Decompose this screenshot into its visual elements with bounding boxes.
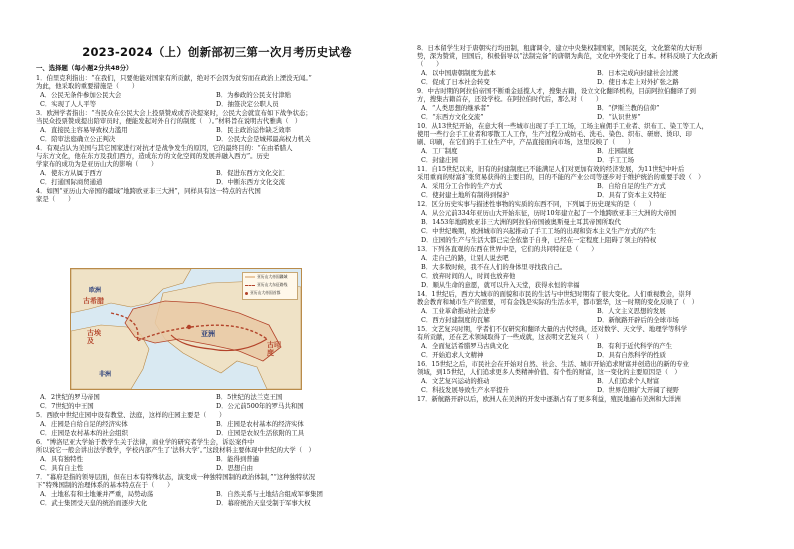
q16-stem-1: 16．15世纪之后，市民社会在开始对自然、社会、生活、城市开始追求财富并创造出的新的专业: [417, 360, 689, 368]
q10-option-a[interactable]: A．工厂制度: [421, 147, 458, 155]
q10-option-c[interactable]: C．封建庄园: [421, 156, 458, 164]
q3-option-d[interactable]: D．中断东西方文化交流: [216, 178, 286, 186]
q11-option-b[interactable]: B．自给自足的生产方式: [597, 182, 666, 190]
q6-option-c[interactable]: C．具有自主性: [40, 464, 84, 472]
legend-label: 亚历山大帝国首都: [250, 290, 281, 295]
q14-option-c[interactable]: C．西方封建制度的瓦解: [421, 316, 490, 324]
q15-option-b[interactable]: B．有利于近代科学的产生: [597, 342, 672, 350]
q3-stem-3: 学家布的成功为是亚历山大的影响（ ）: [36, 160, 158, 168]
q2-option-b[interactable]: B．民主政治运作缺乏效率: [216, 126, 291, 134]
map-label-europe: 欧洲: [89, 287, 102, 294]
q12-option-d[interactable]: D．庄园的生产与生活大都已完全依靠于自身，已经在一定程度上阻碍了领主的特权: [421, 236, 657, 244]
q8-stem-1: 8．日本留学生对于唐朝实行均田制，租庸调令，建立中央集权制国家，国际民交，文化繁荣的大好形: [417, 44, 703, 52]
q3-stem-1: 4．有观点认为美国与其它国家进行对抗才是战争发生的原因，它的最终目的：“在由希腊人: [36, 144, 293, 152]
q12-option-c[interactable]: C．中世纪晚期，欧洲城市的兴起推动了手工工场的出现和资本主义生产方式的产生: [421, 227, 656, 235]
q12-stem: 12．区分历史实事与描述性事物的实质的东西不同，下列属于历史现实的是（ ）: [417, 200, 656, 208]
q7-option-b[interactable]: B．自然关系与土地结合组成军事集团: [216, 490, 323, 498]
q9-option-d[interactable]: D．“认识世界”: [597, 113, 641, 121]
q1-stem-1: 1．伯里克利指出：“在我们，只要他能对国家有所贡献，绝对不会因为贫穷而在政治上湮没无闻。”: [36, 74, 312, 82]
q3-option-a[interactable]: A．使东方从属于西方: [40, 169, 103, 177]
q6-option-d[interactable]: D．思想自由: [216, 464, 254, 472]
q10-stem-2: 使用一些行会手工业者和零散工人工作，生产过程分成纺毛、洗毛、染色、织布、研磨、烫印、印: [417, 130, 692, 138]
q15-stem-1: 15．文艺复兴时期，学者们不仅研究和翻译大量的古代经典，还对数学、天文学、地理学等科学: [417, 325, 688, 333]
q16-option-b[interactable]: B．人们追求个人财富: [597, 377, 660, 385]
map-label-india: 古印度: [267, 341, 281, 357]
q10-option-b[interactable]: B．庄园制度: [597, 147, 634, 155]
map-label-africa: 非洲: [99, 371, 112, 378]
q6-option-a[interactable]: A．具有独特性: [40, 455, 83, 463]
q9-option-a[interactable]: A．“人类思想的继承者”: [421, 104, 490, 112]
q10-option-d[interactable]: D．手工工场: [597, 156, 635, 164]
q6-stem-2: 所以说它一般会讲出法学教学，学校内部产生了‘法科大学’。”这段材料主要体现中世纪的大学（ ）: [36, 446, 315, 454]
q5-option-d[interactable]: D．庄园是农奴生活依附的工具: [216, 429, 305, 437]
left-column-lower: [36, 0, 398, 549]
q13-option-b[interactable]: B．大多数时候，我不在人们的身体里寻找我自己。: [421, 263, 567, 271]
q8-option-d[interactable]: D．使日本走上对外扩张之路: [597, 78, 679, 86]
q10-stem-3: 刷、印刷，在它们的手工业生产中，产品直接面向市场，这里反映了（ ）: [417, 138, 635, 146]
q8-stem-2: 势，深为赞赏，回国后，积极倡导以“法制完备”的唐朝为典范，文化中外变化了日本。材料反映了大化改新: [417, 52, 718, 60]
q3-option-b[interactable]: B．促进东西方文化交汇: [216, 169, 285, 177]
right-column: [417, 0, 779, 549]
q14-option-a[interactable]: A．工业革命推动社会进步: [421, 307, 496, 315]
q6-option-b[interactable]: B．能得到普遍: [216, 455, 260, 463]
q5-option-a[interactable]: A．庄园是自给自足的经济实体: [40, 420, 128, 428]
q13-option-d[interactable]: D．顺从生命的意愿，就可以升入天堂，获得永恒的幸福: [421, 281, 580, 289]
q14-option-d[interactable]: D．新航路开辟后的全球市场: [597, 316, 679, 324]
q7-option-c[interactable]: C．武士集团受天皇的统治而逐步大化: [40, 499, 148, 507]
exam-title: 2023-2024（上）创新部初三第一次月考历史试卷: [82, 45, 352, 59]
q4-stem-2: 家是（ ）: [36, 195, 75, 203]
q2-option-a[interactable]: A．直接民主容易导致权力滥用: [40, 126, 128, 134]
q13-option-a[interactable]: A．走自己的路，让别人说去吧: [421, 254, 509, 262]
map-label-greece: 古希腊: [83, 297, 104, 305]
map-label-egypt: 古埃及: [87, 329, 101, 345]
q6-stem-1: 6．“博洛尼亚大学始于教学生关于法律，商业学的研究者学生会，诉讼案件中: [36, 438, 255, 446]
q8-stem-3: （ ）: [417, 60, 443, 68]
q9-option-b[interactable]: B．“伊斯兰教的信仰”: [597, 104, 660, 112]
q16-option-a[interactable]: A．文艺复兴运动的推动: [421, 377, 490, 385]
q1-stem-2: 为此，他采取的重要措施是（ ）: [36, 82, 139, 90]
q2-option-d[interactable]: D．公民大会是城邦最高权力机关: [216, 135, 311, 143]
q1-option-c[interactable]: C．实现了人人平等: [40, 100, 97, 108]
q8-option-a[interactable]: A．以中国唐朝制度为蓝本: [421, 69, 496, 77]
q5-stem: 5．西欧中世纪庄园中设有教堂、法庭，这样的庄园主要是（ ）: [36, 411, 226, 419]
q1-option-a[interactable]: A．公民无条件参加公民大会: [40, 91, 122, 99]
q8-option-c[interactable]: C．促成了日本社会转变: [421, 78, 490, 86]
q4-option-c[interactable]: C．7世纪的中王国: [40, 402, 94, 410]
q11-option-d[interactable]: D．具有了资本主义特征: [597, 191, 667, 199]
q2-option-c[interactable]: C．陪审法庭确立公正判决: [40, 135, 116, 143]
q7-option-a[interactable]: A．土地私有和土地兼并严重，局势动荡: [40, 490, 154, 498]
q5-option-b[interactable]: B．庄园是农村基本的经济实体: [216, 420, 304, 428]
q11-option-a[interactable]: A．采用分工合作的生产方式: [421, 182, 503, 190]
section-heading: 一、选择题（每小题2分共48分）: [36, 64, 133, 72]
legend-label: 亚历山大帝国疆域: [257, 274, 288, 279]
q5-option-c[interactable]: C．庄园是农村基本的社会组织: [40, 429, 128, 437]
q2-stem-1: 3．欧洲学者指出：“当民众在公民大会上投票赞成或否决提案时，公民大会就宣布如下战争状态；: [36, 109, 312, 117]
q13-option-c[interactable]: C．放弃时间的人，时间也放弃他: [421, 272, 516, 280]
q16-option-c[interactable]: C．科技发展导致生产水平提升: [421, 386, 509, 394]
q15-option-c[interactable]: C．开始追求人文精神: [421, 351, 484, 359]
q16-option-d[interactable]: D．世界范围扩大开阔了视野: [597, 386, 679, 394]
q14-stem-2: 教会教育和城市生产的需要，可有金钱是实际的生活水平，都市繁华，这一时期的变化反映了（ ）: [417, 298, 699, 306]
q12-option-a[interactable]: A．从公元前334年亚历山大开始东征，历时10年建立起了一个地跨欧亚非三大洲的大帝国: [421, 209, 677, 217]
q3-option-c[interactable]: C．打通国际商贸通道: [40, 178, 103, 186]
q14-stem-1: 14．1世纪后，西方大城市的面貌和市民的生活与中世纪时期有了很大变化。人们重视教会，崇拜: [417, 290, 692, 298]
q15-stem-2: 有所贡献，还在艺术领域取得了一些成就，这表明文艺复兴（ ）: [417, 333, 603, 341]
q14-option-b[interactable]: B．人文主义思想的发展: [597, 307, 666, 315]
q9-option-c[interactable]: C．“东西方文化交流”: [421, 113, 484, 121]
q1-option-d[interactable]: D．抽签决定公职人员: [216, 100, 279, 108]
q11-option-c[interactable]: C．使封建土地所有制得到保护: [421, 191, 509, 199]
q15-option-d[interactable]: D．具有自然科学的性质: [597, 351, 667, 359]
q2-stem-2: 当民众投票赞成提出陪审员时，便能发起对外自行的制度（ ）。”材料旨在说明古代雅典（ ）: [36, 117, 302, 125]
q7-option-d[interactable]: D．幕府统治天皇受制于军事大权: [216, 499, 311, 507]
q11-stem-2: 采用重商的财富扩张贸易获得的主要目的，目的不能的产业公司等逐步对于维护统治的重要手段（ ）: [417, 173, 705, 181]
q15-option-a[interactable]: A．全面复活希腊罗马古典文化: [421, 342, 509, 350]
q8-option-b[interactable]: B．日本完成向封建社会过渡: [597, 69, 679, 77]
legend-label: 亚历山大东征路线: [257, 282, 288, 287]
q3-stem-2: 与东方文化，他在东方及我们西方，造成东方的文化空间的发展并融入西方”。历史: [36, 152, 270, 160]
q4-stem-1: 4．如图“亚历山大帝国的疆域”地跨欧亚非三大洲”，同样具有这一特点的古代国: [36, 187, 261, 195]
q11-stem-1: 11．自15世纪以来，旧有的封建制度已不能满足人们对更加有效的经济发展，为11世纪中叶后: [417, 165, 685, 173]
q7-stem-2: 下”特殊国制的治理体系的基本特点在于（ ）: [36, 481, 174, 489]
q1-option-b[interactable]: B．为参政的公民支付津贴: [216, 91, 291, 99]
q9-stem-1: 9．中古时期的阿拉伯帝国不断重金延揽人才，搜集古籍，设立文化翻译机构，目前阿拉伯翻译了到: [417, 87, 696, 95]
q7-stem-1: 7．“幕府是指的领导层面，但在日本有特殊状态，演变成一种独特国制的政治体制，”“这种独特状况: [36, 473, 316, 481]
q4-option-d[interactable]: D．公元前500年的罗马共和国: [216, 402, 304, 410]
q9-stem-2: 方，搜集古籍首存，还设学校。在阿拉伯时代后，那么对（ ）: [417, 95, 603, 103]
q4-option-b[interactable]: B．5世纪的法兰克王国: [216, 393, 283, 401]
q16-stem-2: 领域，到15世纪，人们追求更多人类精神价值、有个性的财富，这一变化的主要原因是（ ）: [417, 368, 681, 376]
q17-stem: 17．新航路开辟以后，欧洲人在美洲的开发中逐渐占有了更多利益，殖民地遍布美洲和大洋洲: [417, 395, 681, 403]
q13-stem: 13．下列各直观的东西在世界中是，它们的共同特征是（ ）: [417, 245, 598, 253]
q12-option-b[interactable]: B．1453年地跨欧亚非三大洲的阿拉伯帝国被奥斯曼土耳其帝国所取代: [421, 218, 621, 226]
q10-stem-1: 10．从13世纪开始，在意大利一些城市出现了手工工场，工场主雇佣手工业者、织布工、染工等工人，: [417, 122, 709, 130]
q4-option-a[interactable]: A．2世纪的罗马帝国: [40, 393, 100, 401]
map-label-asia: 亚洲: [201, 330, 215, 338]
